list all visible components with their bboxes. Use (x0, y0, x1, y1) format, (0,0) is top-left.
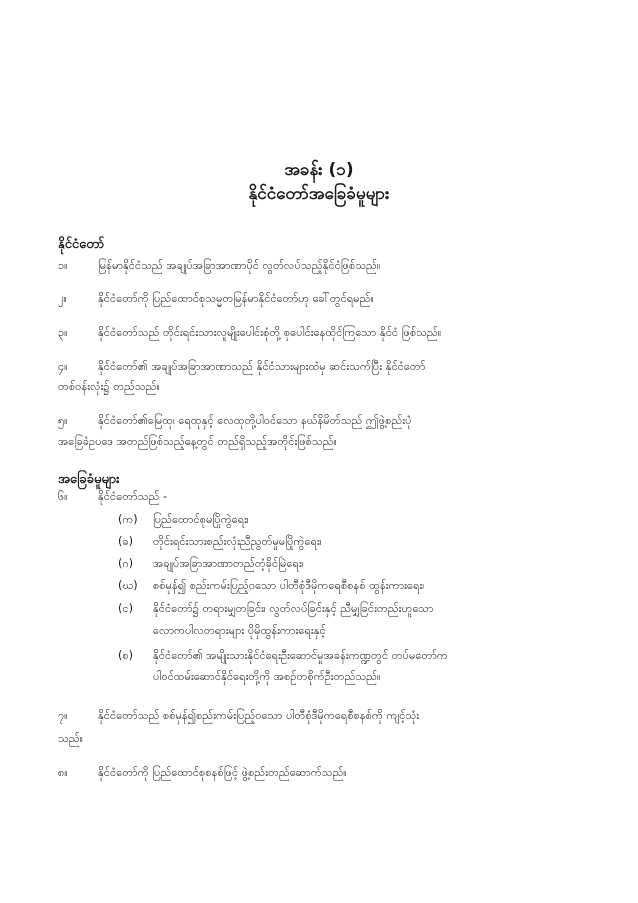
article-text-line: နိုင်ငံတော်သည် စစ်မှန်၍စည်းကမ်းပြည့်ဝသော ပါတီစုံဒီမိုကရေစီစနစ်ကို ကျင့်သုံး (98, 709, 420, 722)
sub-item-marker: (ဃ) (118, 579, 138, 592)
article-text-line: နိုင်ငံတော်ကို ပြည်ထောင်စုသမ္မတမြန်မာနိုင်ငံတော်ဟု ခေါ်တွင်ရမည်။ (98, 292, 374, 305)
sub-item-text: နိုင်ငံတော်၏ အမျိုးသားနိုင်ငံရေးဦးဆောင်မှုအခန်းကဏ္ဍတွင် တပ်မတော်က (153, 649, 448, 662)
chapter-number: အခန်း (၁) (284, 160, 354, 180)
article-text-line: သည်။ (58, 732, 84, 745)
sub-item-marker: (ဂ) (118, 557, 134, 570)
article-number: ၁။ (58, 259, 68, 272)
chapter-title: နိုင်ငံတော်အခြေခံမူများ (248, 184, 390, 204)
sub-item-marker: (က) (118, 513, 138, 526)
article-text-line: နိုင်ငံတော်၏မြေထု၊ ရေထုနှင့် လေထုတို့ပါဝင်သော နယ်နိမိတ်သည် ဤဖွဲ့စည်းပုံ (98, 414, 412, 427)
article-number: ၃။ (58, 326, 68, 339)
sub-item-text: အချုပ်အခြာအာဏာတည်တံ့ခိုင်မြဲရေး၊ (153, 557, 304, 570)
sub-item-text: တိုင်းရင်းသားစည်းလုံးညီညွတ်မှုမပြိုကွဲရေး၊ (153, 535, 322, 548)
sub-item-marker: (စ) (118, 649, 134, 662)
article-number: ၂။ (58, 292, 67, 305)
article-text-line: နိုင်ငံတော်သည် တိုင်းရင်းသားလူမျိုးပေါင်းစုံတို့ စုပေါင်းနေထိုင်ကြသော နိုင်ငံ ဖြစ်သည်။ (98, 326, 442, 339)
sub-item-text: ပါဝင်ထမ်းဆောင်နိုင်ရေးတို့ကို အစဉ်တစိုက်ဦးတည်သည်။ (153, 670, 381, 683)
sub-item-marker: (င) (118, 602, 133, 615)
sub-item-text: ပြည်ထောင်စုမပြိုကွဲရေး၊ (153, 513, 249, 526)
article-text-line: တစ်ဝန်းလုံး၌ တည်သည်။ (58, 380, 160, 393)
sub-item-text: စစ်မှန်၍ စည်းကမ်းပြည့်ဝသော ပါတီစုံဒီမိုကရေစီစနစ် ထွန်းကားရေး၊ (153, 579, 425, 592)
sub-item-text: လောကပါလတရားများ ပိုမိုထွန်းကားရေးနှင့် (153, 624, 326, 637)
article-number: ၄။ (58, 360, 68, 373)
article-text-line: အခြေခံဥပဒေ အတည်ဖြစ်သည့်နေ့တွင် တည်ရှိသည့်အတိုင်းဖြစ်သည်။ (58, 435, 337, 448)
article-text-line: နိုင်ငံတော်သည် - (98, 490, 167, 503)
article-text-line: နိုင်ငံတော်၏ အချုပ်အခြာအာဏာသည် နိုင်ငံသားများထံမှ ဆင်းသက်ပြီး နိုင်ငံတော် (98, 360, 426, 373)
section-heading-principles: အခြေခံမူများ (58, 472, 120, 487)
article-text-line: နိုင်ငံတော်ကို ပြည်ထောင်စုစနစ်ဖြင့် ဖွဲ့စည်းတည်ဆောက်သည်။ (98, 766, 347, 779)
sub-item-marker: (ခ) (118, 535, 134, 548)
section-heading-state: နိုင်ငံတော် (58, 237, 105, 252)
sub-item-text: နိုင်ငံတော်၌ တရားမျှတခြင်း၊ လွတ်လပ်ခြင်းနှင့် ညီမျှခြင်းတည်းဟူသော (153, 602, 434, 615)
article-number: ၆။ (58, 490, 68, 503)
article-number: ၈။ (58, 766, 68, 779)
article-number: ၇။ (58, 709, 68, 722)
article-text-line: မြန်မာနိုင်ငံသည် အချုပ်အခြာအာဏာပိုင် လွတ်လပ်သည့်နိုင်ငံဖြစ်သည်။ (98, 259, 381, 272)
article-number: ၅။ (58, 414, 68, 427)
